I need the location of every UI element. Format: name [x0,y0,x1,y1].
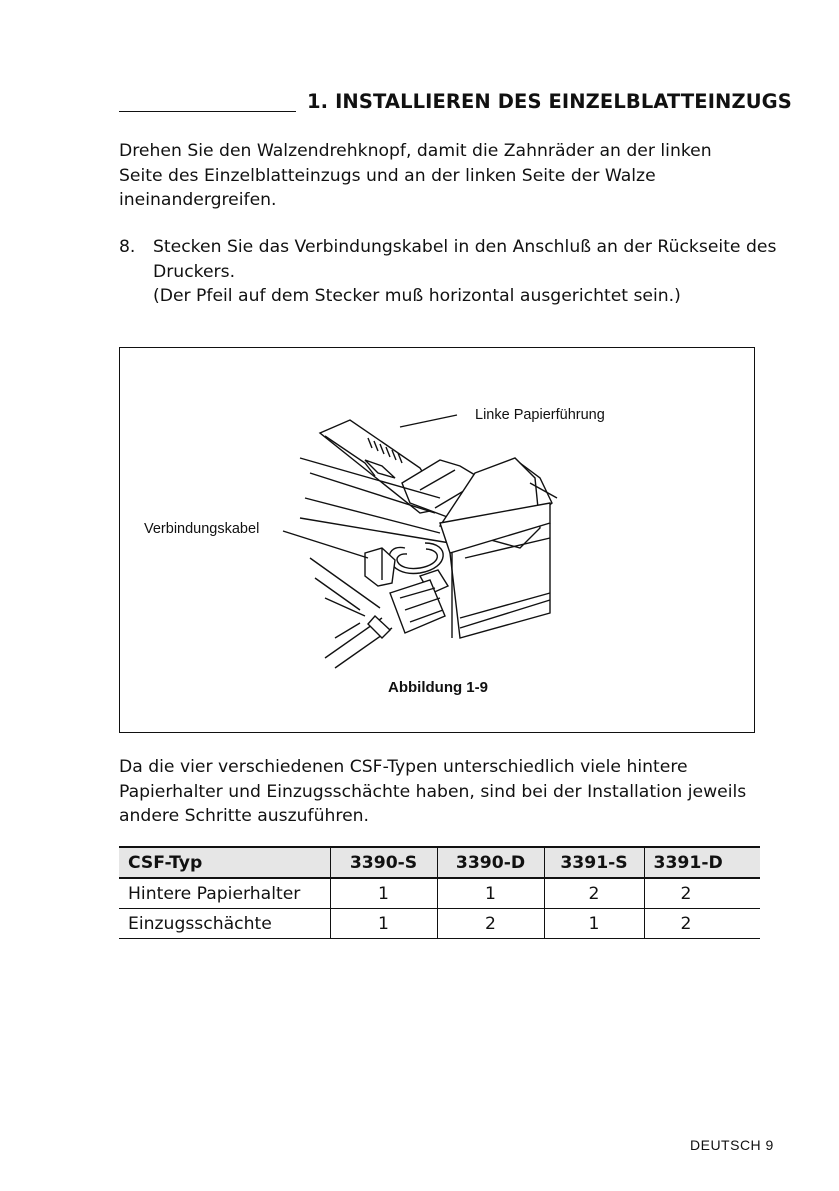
table-cell: 2 [544,878,644,909]
table-header-row [119,847,760,878]
table-cell: 1 [544,909,644,939]
header-3390-d: 3390-D [437,847,544,878]
header-3391-s: 3391-S [544,847,644,878]
printer-illustration [120,348,756,734]
label-cable: Verbindungskabel [144,521,260,537]
table-cell: 2 [644,878,760,909]
intro-paragraph: Drehen Sie den Walzendrehknopf, damit die Zahnräder an der linken Seite des Einzelblatteinzugs und an der linken Seite der Walze ineinandergreifen. [119,141,712,210]
page-footer: DEUTSCH 9 [690,1137,774,1153]
figure-box [119,347,755,733]
row-label: Hintere Papierhalter [119,878,330,909]
heading-rule [119,111,296,112]
table-cell: 1 [437,878,544,909]
header-3390-s: 3390-S [330,847,437,878]
table-cell: 1 [330,909,437,939]
table-cell: 2 [437,909,544,939]
figure-caption: Abbildung 1-9 [388,679,488,696]
table-row [119,878,760,909]
types-paragraph: Da die vier verschiedenen CSF-Typen unterschiedlich viele hintere Papierhalter und Einzugsschächte haben, sind bei der Installation jeweils andere Schritte auszuführen. [119,757,747,826]
label-paper-guide: Linke Papierführung [475,407,605,423]
csf-table [119,846,760,939]
step-line-2: (Der Pfeil auf dem Stecker muß horizontal ausgerichtet sein.) [153,286,681,306]
step-line-1: Stecken Sie das Verbindungskabel in den Anschluß an der Rückseite des Druckers. [153,237,777,282]
row-label: Einzugsschächte [119,909,330,939]
table-cell: 1 [330,878,437,909]
table-cell: 2 [644,909,760,939]
table-row [119,909,760,939]
page-title: 1. INSTALLIEREN DES EINZELBLATTEINZUGS [307,90,792,113]
step-number: 8. [119,237,136,257]
header-csf-type: CSF-Typ [119,847,330,878]
header-3391-d: 3391-D [644,847,760,878]
step-text [153,235,783,309]
